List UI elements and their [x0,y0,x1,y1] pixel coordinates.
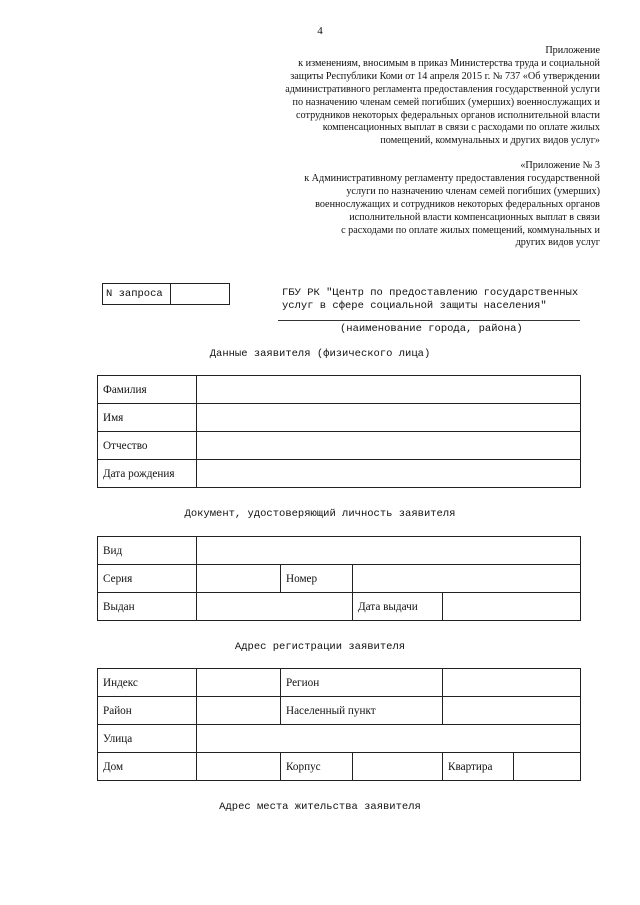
identity-document-table [97,536,581,621]
surname-label: Фамилия [98,376,197,404]
issued-by-field[interactable] [197,593,353,621]
organization-line: ГБУ РК "Центр по предоставлению государственных [282,287,579,299]
document-series-field[interactable] [197,565,281,593]
table-row [98,460,581,488]
first-name-label: Имя [98,404,197,432]
appendix-line: по назначению членам семей погибших (умерших) военнослужащих и [292,96,600,108]
street-label: Улица [98,725,197,753]
request-number-box [102,283,230,305]
table-row [98,593,581,621]
appendix-line: сотрудников некоторых федеральных органов исполнительной власти [296,109,600,121]
registration-address-table [97,668,581,781]
annex-line: исполнительной власти компенсационных выплат в связи [349,211,600,223]
district-label: Район [98,697,197,725]
organization-line: услуг в сфере социальной защиты населения" [282,300,547,312]
birth-date-field[interactable] [197,460,581,488]
annex-line: к Административному регламенту предоставления государственной [304,172,600,184]
locality-label: Населенный пункт [281,697,443,725]
annex-line: услуги по назначению членам семей погибших (умерших) [346,185,600,197]
appendix-line: к изменениям, вносимым в приказ Министерства труда и социальной [298,57,600,69]
house-field[interactable] [197,753,281,781]
organization-name [282,287,578,313]
table-row [98,669,581,697]
table-row [98,697,581,725]
appendix-line: Приложение [545,45,600,56]
postal-index-label: Индекс [98,669,197,697]
annex-line: военнослужащих и сотрудников некоторых федеральных органов [315,198,600,210]
table-row [98,725,581,753]
table-row [98,565,581,593]
document-number-label: Номер [281,565,353,593]
annex-line: «Приложение № 3 [520,160,600,171]
issued-by-label: Выдан [98,593,197,621]
document-series-label: Серия [98,565,197,593]
request-number-divider [170,284,171,304]
applicant-section-title: Данные заявителя (физического лица) [209,348,431,360]
annex-line: других видов услуг [515,237,600,249]
document-number-field[interactable] [353,565,581,593]
appendix-line: административного регламента предоставления государственной услуги [285,83,600,95]
patronymic-label: Отчество [98,432,197,460]
issue-date-field[interactable] [443,593,581,621]
district-field[interactable] [197,697,281,725]
table-row [98,432,581,460]
appendix-line: компенсационных выплат в связи с расходами по оплате жилых [322,122,600,134]
street-field[interactable] [197,725,581,753]
postal-index-field[interactable] [197,669,281,697]
applicant-table [97,375,581,488]
annex-header [304,160,600,250]
residence-address-section-title: Адрес места жительства заявителя [219,801,421,813]
registration-address-section-title: Адрес регистрации заявителя [234,641,406,653]
identity-document-section-title: Документ, удостоверяющий личность заявителя [184,508,456,520]
annex-line: с расходами по оплате жилых помещений, коммунальных и [341,224,600,236]
page-number: 4 [317,25,323,37]
appendix-line: защиты Республики Коми от 14 апреля 2015 г. № 737 «Об утверждении [290,70,600,82]
region-label: Регион [281,669,443,697]
building-label: Корпус [281,753,353,781]
table-row [98,376,581,404]
table-row [98,537,581,565]
apartment-field[interactable] [514,753,581,781]
issue-date-label: Дата выдачи [353,593,443,621]
surname-field[interactable] [197,376,581,404]
locality-field[interactable] [443,697,581,725]
document-type-field[interactable] [197,537,581,565]
table-row [98,753,581,781]
appendix-header [285,45,600,148]
building-field[interactable] [353,753,443,781]
table-row [98,404,581,432]
request-number-label: N запроса [106,288,163,300]
first-name-field[interactable] [197,404,581,432]
region-field[interactable] [443,669,581,697]
patronymic-field[interactable] [197,432,581,460]
organization-underline [278,320,580,321]
house-label: Дом [98,753,197,781]
birth-date-label: Дата рождения [98,460,197,488]
organization-hint: (наименование города, района) [340,323,523,335]
apartment-label: Квартира [443,753,514,781]
document-type-label: Вид [98,537,197,565]
appendix-line: помещений, коммунальных и других видов услуг» [380,135,600,147]
